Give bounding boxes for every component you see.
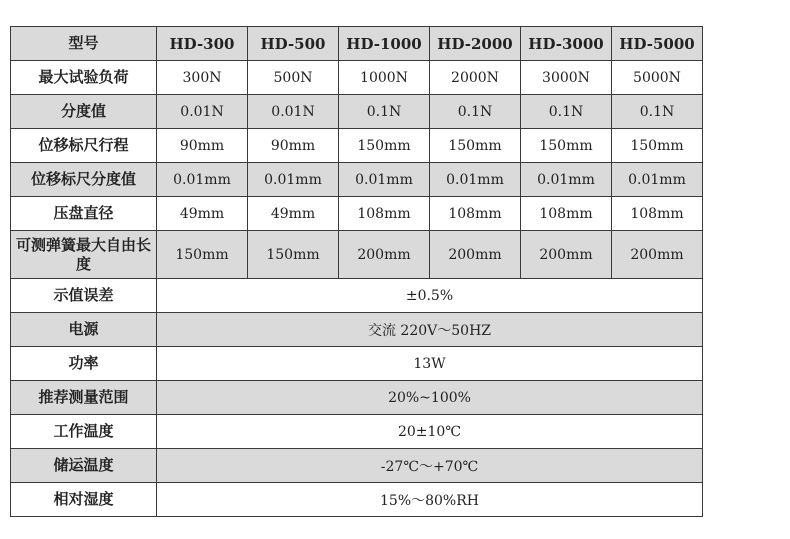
spec-cell: 49mm	[157, 197, 248, 231]
model-cell: HD-500	[248, 27, 339, 61]
row-label: 功率	[11, 347, 157, 381]
row-label: 最大试验负荷	[11, 61, 157, 95]
shared-cell: 交流 220V～50HZ	[157, 313, 703, 347]
spec-cell: 0.01N	[157, 95, 248, 129]
row-label: 工作温度	[11, 415, 157, 449]
spec-cell: 108mm	[430, 197, 521, 231]
spec-row-stroke-resolution	[11, 163, 703, 197]
spec-row-spring-length	[11, 231, 703, 279]
spec-cell: 108mm	[339, 197, 430, 231]
spec-row-power	[11, 347, 703, 381]
row-label: 位移标尺分度值	[11, 163, 157, 197]
spec-cell: 150mm	[339, 129, 430, 163]
row-label: 示值误差	[11, 279, 157, 313]
spec-cell: 108mm	[612, 197, 703, 231]
shared-cell: 15%～80%RH	[157, 483, 703, 517]
spec-row-power-supply	[11, 313, 703, 347]
row-label: 位移标尺行程	[11, 129, 157, 163]
spec-row-range	[11, 381, 703, 415]
spec-row-storage-temp	[11, 449, 703, 483]
row-label: 推荐测量范围	[11, 381, 157, 415]
spec-row-resolution	[11, 95, 703, 129]
spec-cell: 150mm	[521, 129, 612, 163]
model-cell: HD-5000	[612, 27, 703, 61]
spec-cell: 0.01mm	[248, 163, 339, 197]
row-label: 压盘直径	[11, 197, 157, 231]
spec-cell: 0.01mm	[430, 163, 521, 197]
spec-cell: 0.01mm	[521, 163, 612, 197]
spec-cell: 3000N	[521, 61, 612, 95]
spec-cell: 200mm	[612, 231, 703, 279]
spec-cell: 108mm	[521, 197, 612, 231]
spec-cell: 200mm	[339, 231, 430, 279]
spec-row-max-load	[11, 61, 703, 95]
row-label: 电源	[11, 313, 157, 347]
spec-cell: 0.01N	[248, 95, 339, 129]
shared-cell: 20%~100%	[157, 381, 703, 415]
shared-cell: -27℃～+70℃	[157, 449, 703, 483]
row-label: 相对湿度	[11, 483, 157, 517]
spec-cell: 90mm	[157, 129, 248, 163]
spec-cell: 5000N	[612, 61, 703, 95]
spec-cell: 49mm	[248, 197, 339, 231]
model-cell: HD-1000	[339, 27, 430, 61]
spec-row-platen-diameter	[11, 197, 703, 231]
model-cell: HD-2000	[430, 27, 521, 61]
row-label: 分度值	[11, 95, 157, 129]
spec-cell: 1000N	[339, 61, 430, 95]
spec-cell: 0.01mm	[339, 163, 430, 197]
spec-cell: 200mm	[521, 231, 612, 279]
spec-cell: 150mm	[248, 231, 339, 279]
spec-row-humidity	[11, 483, 703, 517]
spec-row-stroke	[11, 129, 703, 163]
spec-cell: 0.1N	[339, 95, 430, 129]
spec-cell: 0.1N	[521, 95, 612, 129]
model-row	[11, 27, 703, 61]
spec-cell: 200mm	[430, 231, 521, 279]
spec-cell: 0.1N	[430, 95, 521, 129]
row-label: 型号	[11, 27, 157, 61]
shared-cell: ±0.5%	[157, 279, 703, 313]
row-label: 储运温度	[11, 449, 157, 483]
spec-cell: 0.01mm	[612, 163, 703, 197]
spec-row-work-temp	[11, 415, 703, 449]
spec-cell: 0.1N	[612, 95, 703, 129]
spec-row-accuracy	[11, 279, 703, 313]
spec-cell: 150mm	[157, 231, 248, 279]
model-cell: HD-300	[157, 27, 248, 61]
spec-cell: 2000N	[430, 61, 521, 95]
shared-cell: 13W	[157, 347, 703, 381]
spec-table	[10, 26, 703, 517]
spec-cell: 300N	[157, 61, 248, 95]
spec-cell: 0.01mm	[157, 163, 248, 197]
spec-cell: 150mm	[430, 129, 521, 163]
row-label: 可测弹簧最大自由长度	[11, 231, 157, 279]
spec-cell: 90mm	[248, 129, 339, 163]
shared-cell: 20±10℃	[157, 415, 703, 449]
spec-cell: 150mm	[612, 129, 703, 163]
model-cell: HD-3000	[521, 27, 612, 61]
spec-cell: 500N	[248, 61, 339, 95]
